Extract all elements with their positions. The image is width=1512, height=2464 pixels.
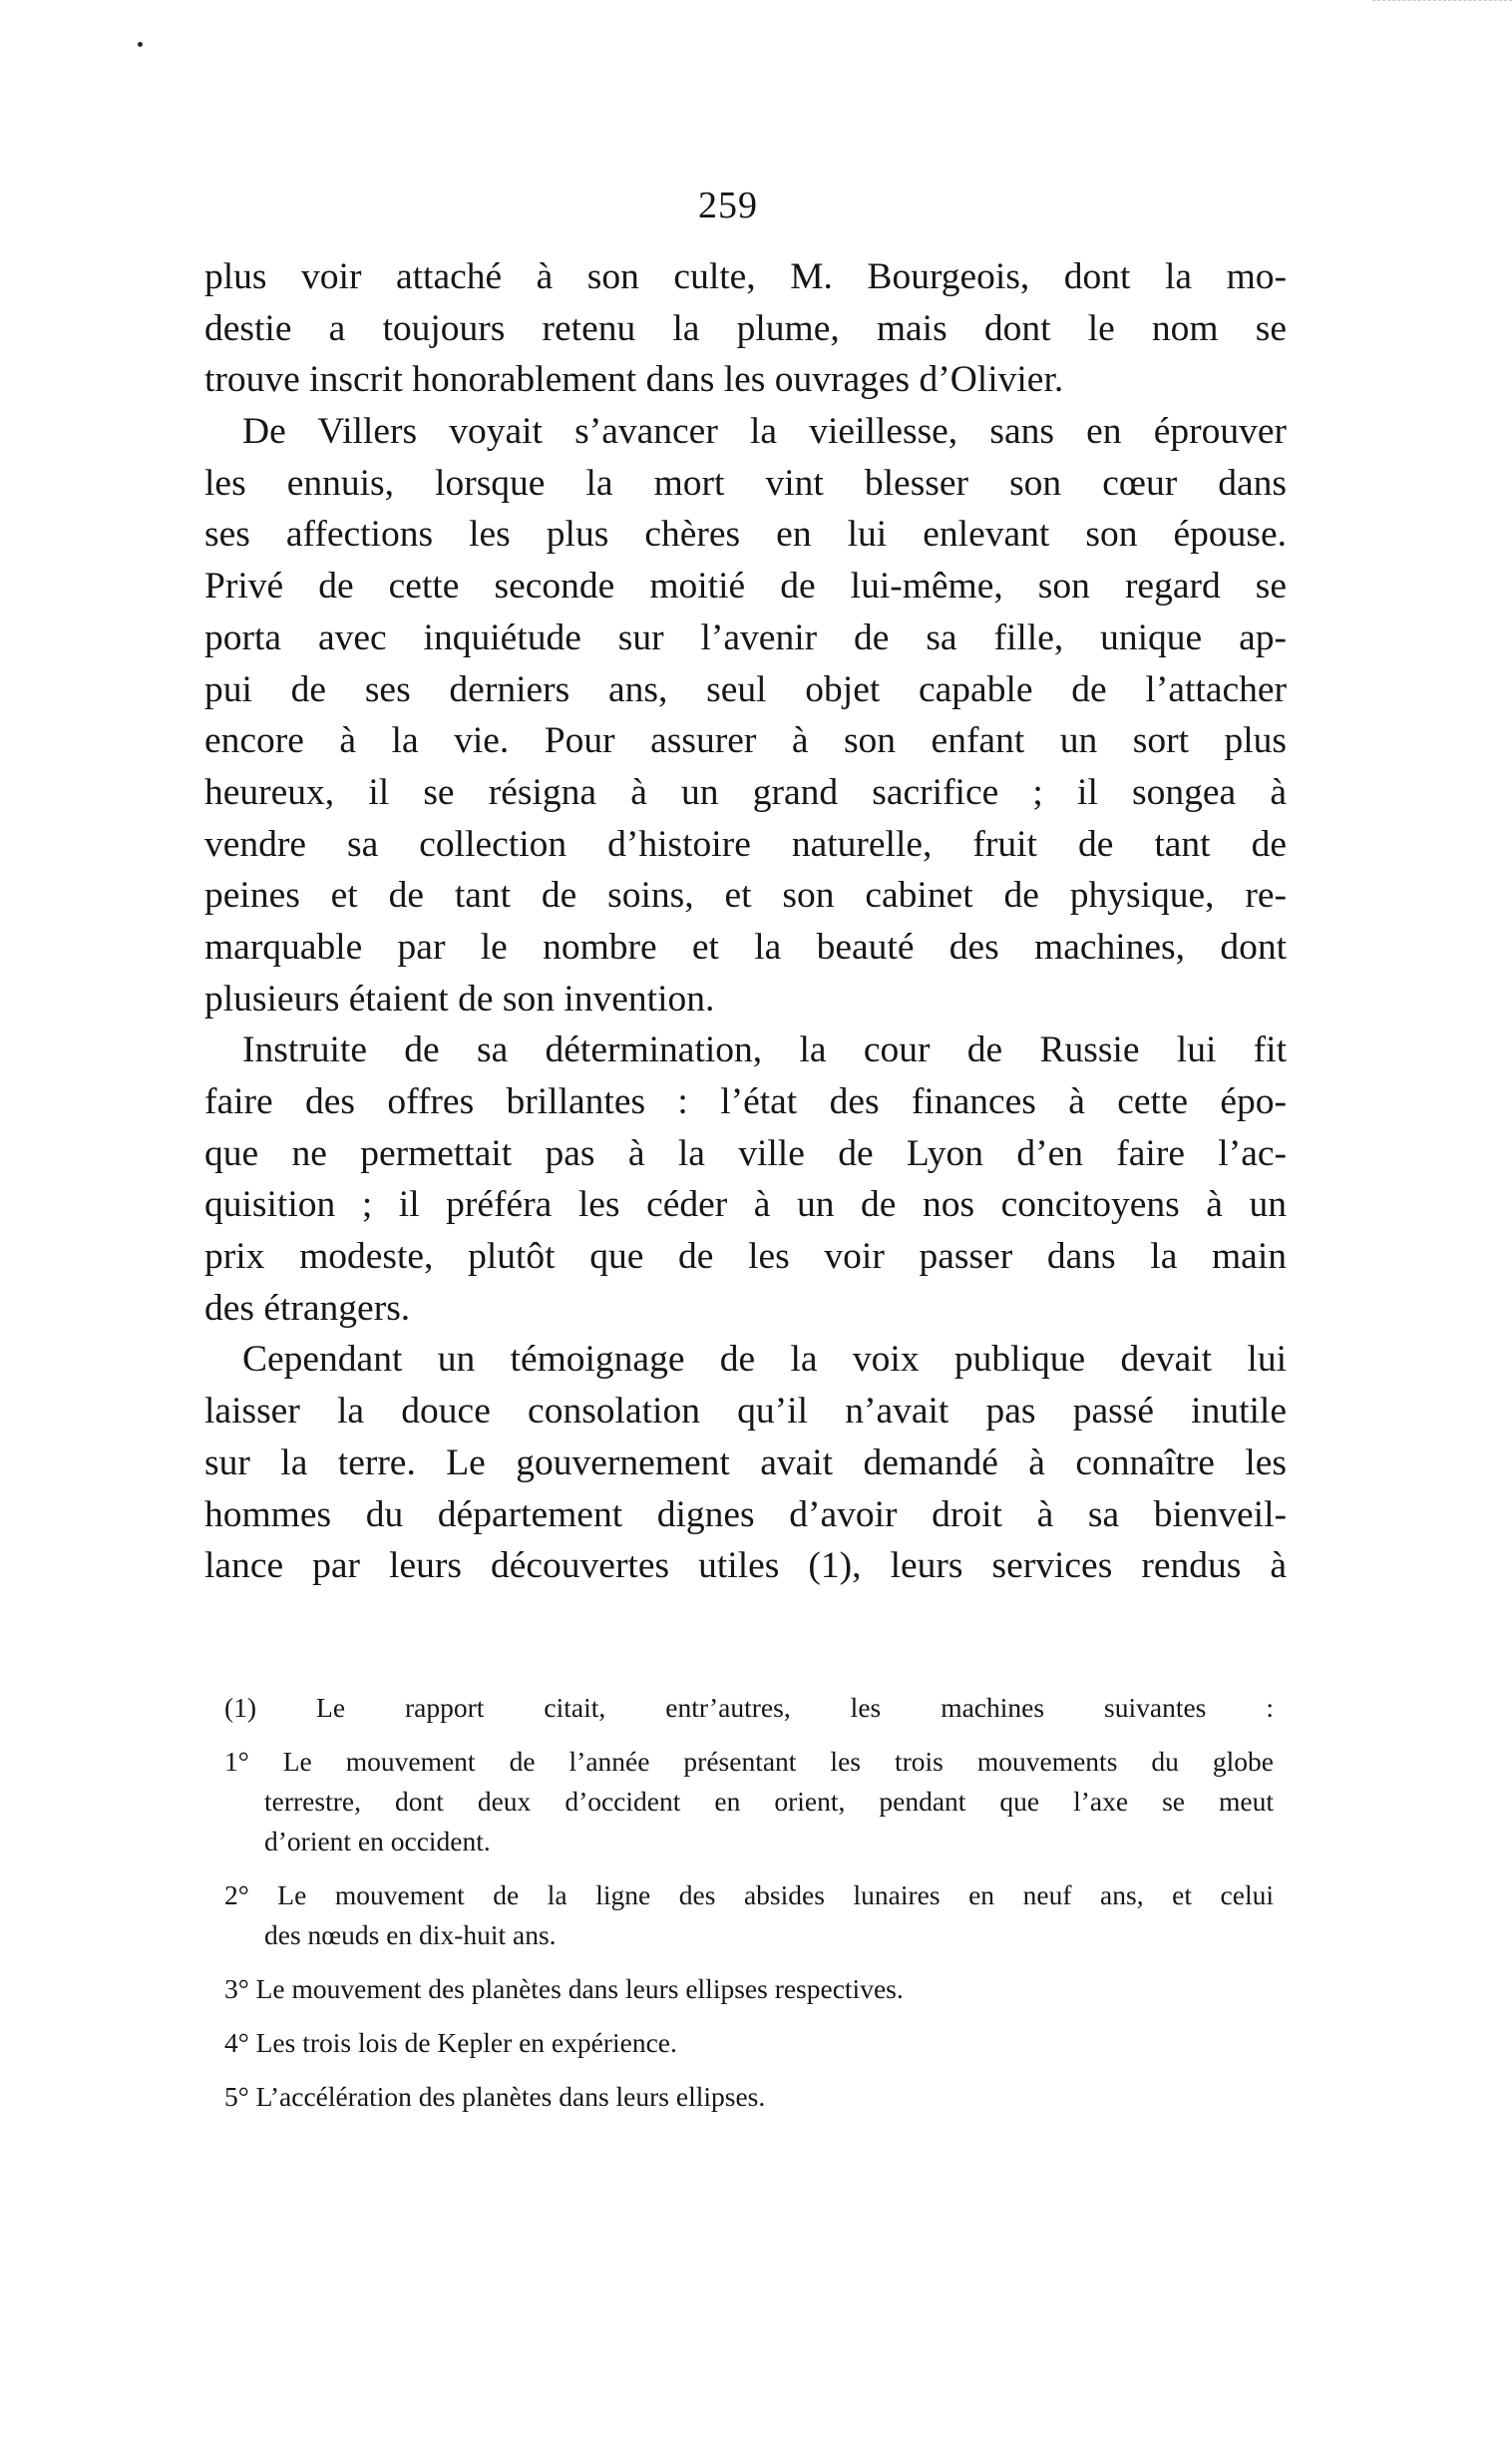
footnote-item-3: 3° Le mouvement des planètes dans leurs ellipses respectives.	[224, 1973, 904, 2004]
text-line: lance par leurs découvertes utiles (1), leurs services rendus à	[204, 1545, 1287, 1587]
footnote-item-5: 5° L’accélération des planètes dans leurs ellipses.	[224, 2081, 766, 2112]
footnote-item-4: 4° Les trois lois de Kepler en expérience.	[224, 2027, 677, 2058]
text-line: pui de ses derniers ans, seul objet capable de l’attacher	[204, 668, 1287, 710]
text-line: quisition ; il préféra les céder à un de nos concitoyens à un	[204, 1184, 1287, 1226]
footnote-continuation: terrestre, dont deux d’occident en orient, pendant que l’axe se meut	[264, 1786, 1274, 1817]
text-line: hommes du département dignes d’avoir droit à sa bienveil-	[204, 1493, 1287, 1535]
page-number: 259	[698, 185, 758, 226]
text-line: vendre sa collection d’histoire naturelle, fruit de tant de	[204, 823, 1287, 865]
footnote-continuation: d’orient en occident.	[264, 1826, 491, 1856]
paragraph-start-line: Cependant un témoignage de la voix publique devait lui	[242, 1339, 1287, 1381]
text-line: sur la terre. Le gouvernement avait demandé à connaître les	[204, 1441, 1287, 1483]
text-line: laisser la douce consolation qu’il n’avait pas passé inutile	[204, 1391, 1287, 1433]
footnote-intro: (1) Le rapport citait, entr’autres, les machines suivantes :	[224, 1692, 1274, 1723]
text-line: des étrangers.	[204, 1287, 411, 1329]
text-line: peines et de tant de soins, et son cabinet de physique, re-	[204, 875, 1287, 917]
footnote-item-2: 2° Le mouvement de la ligne des absides lunaires en neuf ans, et celui	[224, 1879, 1274, 1910]
text-line: plus voir attaché à son culte, M. Bourgeois, dont la mo-	[204, 256, 1287, 297]
scan-edge-mark	[1372, 0, 1512, 3]
text-line: plusieurs étaient de son invention.	[204, 978, 715, 1020]
footnote-item-1: 1° Le mouvement de l’année présentant les trois mouvements du globe	[224, 1746, 1274, 1777]
footnotes	[224, 1688, 1274, 2117]
text-line: encore à la vie. Pour assurer à son enfant un sort plus	[204, 720, 1287, 762]
body-text	[204, 251, 1287, 1592]
text-line: que ne permettait pas à la ville de Lyon d’en faire l’ac-	[204, 1132, 1287, 1174]
paragraph-start-line: De Villers voyait s’avancer la vieillesse, sans en éprouver	[242, 411, 1287, 453]
text-line: trouve inscrit honorablement dans les ouvrages d’Olivier.	[204, 359, 1064, 401]
paragraph-start-line: Instruite de sa détermination, la cour de Russie lui fit	[242, 1029, 1287, 1071]
text-line: prix modeste, plutôt que de les voir passer dans la main	[204, 1236, 1287, 1278]
text-line: Privé de cette seconde moitié de lui-même, son regard se	[204, 566, 1287, 608]
text-line: heureux, il se résigna à un grand sacrifice ; il songea à	[204, 771, 1287, 813]
text-line: faire des offres brillantes : l’état des finances à cette épo-	[204, 1081, 1287, 1122]
text-line: porta avec inquiétude sur l’avenir de sa fille, unique ap-	[204, 616, 1287, 658]
footnote-continuation: des nœuds en dix-huit ans.	[264, 1919, 557, 1950]
ink-speck	[138, 42, 143, 47]
text-line: les ennuis, lorsque la mort vint blesser son cœur dans	[204, 462, 1287, 504]
text-line: marquable par le nombre et la beauté des machines, dont	[204, 926, 1287, 968]
text-line: ses affections les plus chères en lui enlevant son épouse.	[204, 514, 1287, 556]
text-line: destie a toujours retenu la plume, mais dont le nom se	[204, 307, 1287, 349]
